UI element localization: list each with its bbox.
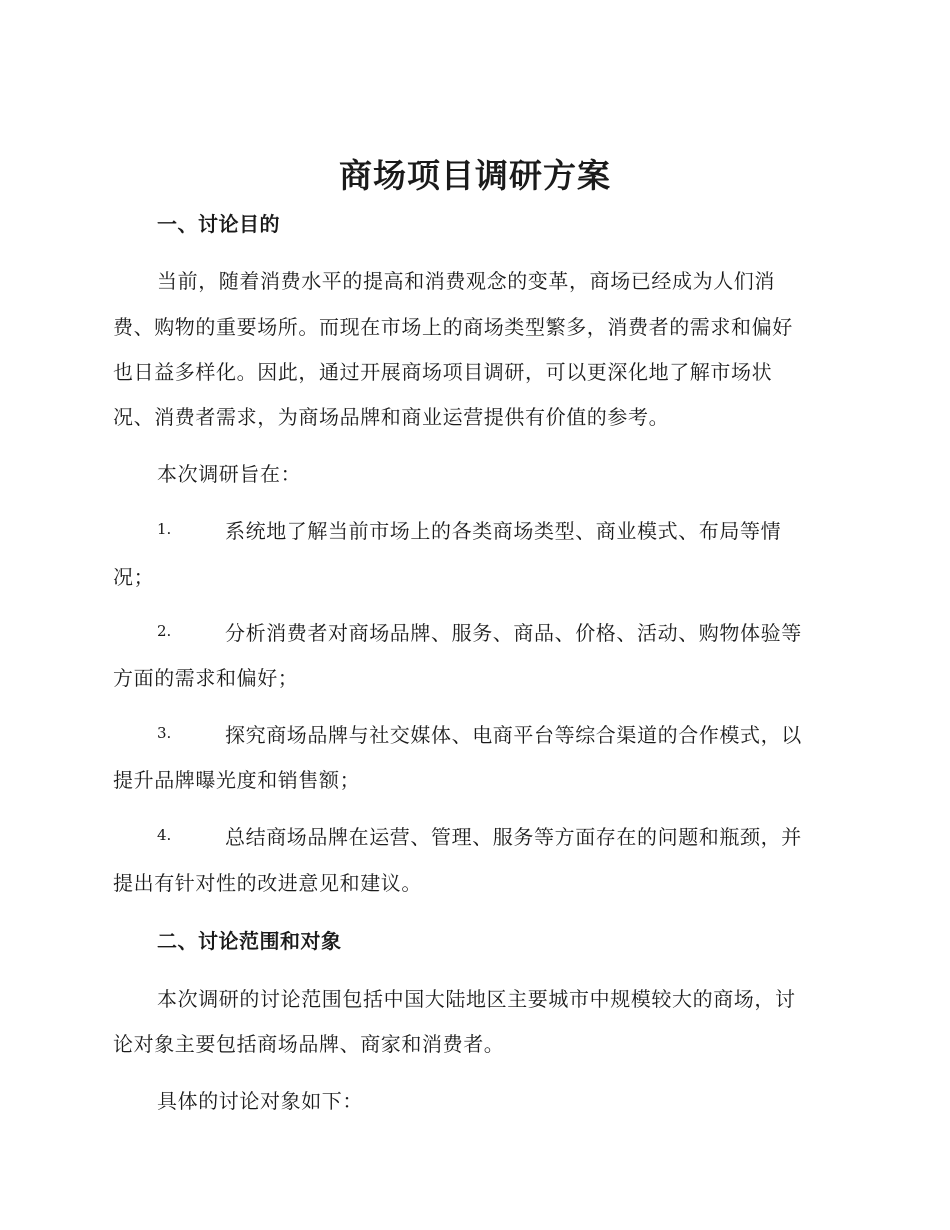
intro-line-3: 也日益多样化。因此，通过开展商场项目调研，可以更深化地了解市场状	[113, 360, 773, 384]
section-2-heading: 二、讨论范围和对象	[157, 929, 342, 953]
intro-line-4: 况、消费者需求，为商场品牌和商业运营提供有价值的参考。	[113, 405, 670, 429]
list-item-text: 探究商场品牌与社交媒体、电商平台等综合渠道的合作模式，以	[225, 723, 802, 747]
list-item-continuation: 方面的需求和偏好；	[113, 666, 299, 690]
list-item-number: 3.	[157, 724, 172, 742]
list-item-number: 4.	[157, 826, 172, 844]
intro-line-1: 当前，随着消费水平的提高和消费观念的变革，商场已经成为人们消	[157, 269, 775, 293]
scope-line-1: 本次调研的讨论范围包括中国大陆地区主要城市中规模较大的商场，讨	[157, 987, 796, 1011]
document-title: 商场项目调研方案	[339, 156, 611, 195]
list-item-number: 1.	[157, 520, 172, 538]
list-item-number: 2.	[157, 622, 172, 640]
scope-line-2: 论对象主要包括商场品牌、商家和消费者。	[113, 1032, 505, 1056]
aim-label: 本次调研旨在：	[157, 462, 302, 486]
list-item-continuation: 况；	[113, 565, 155, 589]
list-item-continuation: 提出有针对性的改进意见和建议。	[113, 871, 422, 895]
list-item-text: 系统地了解当前市场上的各类商场类型、商业模式、布局等情	[225, 519, 782, 543]
intro-line-2: 费、购物的重要场所。而现在市场上的商场类型繁多，消费者的需求和偏好	[113, 315, 793, 339]
objects-label: 具体的讨论对象如下：	[157, 1089, 363, 1113]
list-item-text: 分析消费者对商场品牌、服务、商品、价格、活动、购物体验等	[225, 621, 802, 645]
section-1-heading: 一、讨论目的	[157, 212, 280, 236]
list-item-continuation: 提升品牌曝光度和销售额；	[113, 768, 361, 792]
list-item-text: 总结商场品牌在运营、管理、服务等方面存在的问题和瓶颈，并	[225, 825, 802, 849]
